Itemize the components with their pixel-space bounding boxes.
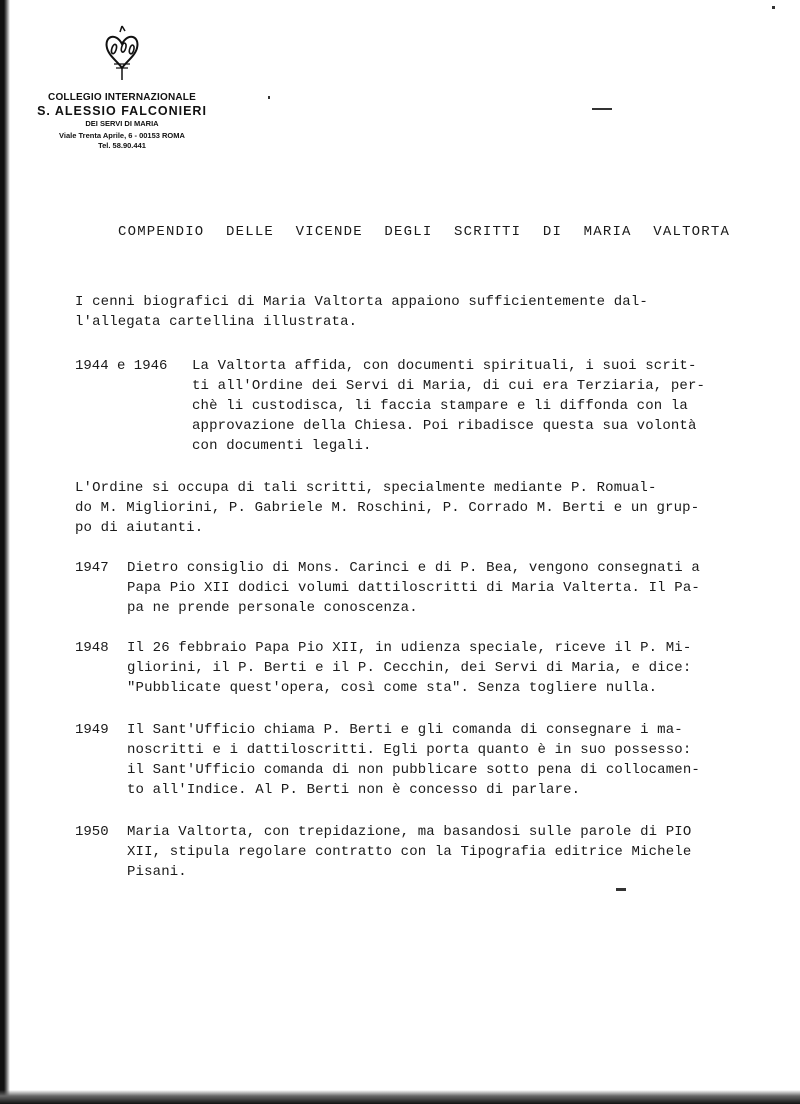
entry-year: 1944 e 1946 [75,358,168,374]
entry-year: 1947 [75,560,109,576]
letterhead [22,22,222,151]
scan-bottom-edge [0,1090,800,1104]
scan-speck [616,888,626,891]
entry-text: Il Sant'Ufficio chiama P. Berti e gli comanda di consegnare i ma- noscritti e i dattiloscritti. Egli porta quanto è in suo possesso: il Sant'Ufficio comanda di non pubblicare sotto pena di collocamen- to all'Indice. Al P. Berti non è concesso di parlare. [127,722,700,798]
letterhead-college-type: COLLEGIO INTERNAZIONALE [48,92,196,103]
scan-speck [772,6,775,9]
entry-year: 1949 [75,722,109,738]
entry-text: Maria Valtorta, con trepidazione, ma basandosi sulle parole di PIO XII, stipula regolare contratto con la Tipografia editrice Michele Pisani. [127,824,692,880]
entry-text: La Valtorta affida, con documenti spirituali, i suoi scrit- ti all'Ordine dei Servi di Maria, di cui era Terziaria, per- chè li custodisca, li faccia stampare e li diffonda con la approvazione della Chiesa. Poi ribadisce questa sua volontà con documenti legali. [192,358,706,454]
document-title: COMPENDIO DELLE VICENDE DEGLI SCRITTI DI MARIA VALTORTA [118,224,731,240]
entry-text: Dietro consiglio di Mons. Carinci e di P. Bea, vengono consegnati a Papa Pio XII dodici volumi dattiloscritti di Maria Valterta. Il Pa- pa ne prende personale conoscenza. [127,560,700,616]
letterhead-order: DEI SERVI DI MARIA [85,119,159,128]
servite-emblem-icon [98,22,146,88]
entry-text: Il 26 febbraio Papa Pio XII, in udienza speciale, riceve il P. Mi- gliorini, il P. Berti e il P. Cecchin, dei Servi di Maria, e dice: "Pubblicate quest'opera, così come sta". Senza togliere nulla. [127,640,692,696]
letterhead-phone: Tel. 58.90.441 [98,141,146,150]
letterhead-address: Viale Trenta Aprile, 6 - 00153 ROMA [59,131,185,140]
intro-paragraph: I cenni biografici di Maria Valtorta appaiono sufficientemente dal- l'allegata cartellina illustrata. [75,294,648,330]
scan-left-edge [0,0,10,1104]
entry-year: 1950 [75,824,109,840]
ordine-paragraph: L'Ordine si occupa di tali scritti, specialmente mediante P. Romual- do M. Migliorini, P. Gabriele M. Roschini, P. Corrado M. Berti e un grup- po di aiutanti. [75,480,700,536]
scan-speck [592,108,612,110]
scan-speck [268,96,270,99]
entry-year: 1948 [75,640,109,656]
letterhead-college-name: S. ALESSIO FALCONIERI [37,104,207,118]
